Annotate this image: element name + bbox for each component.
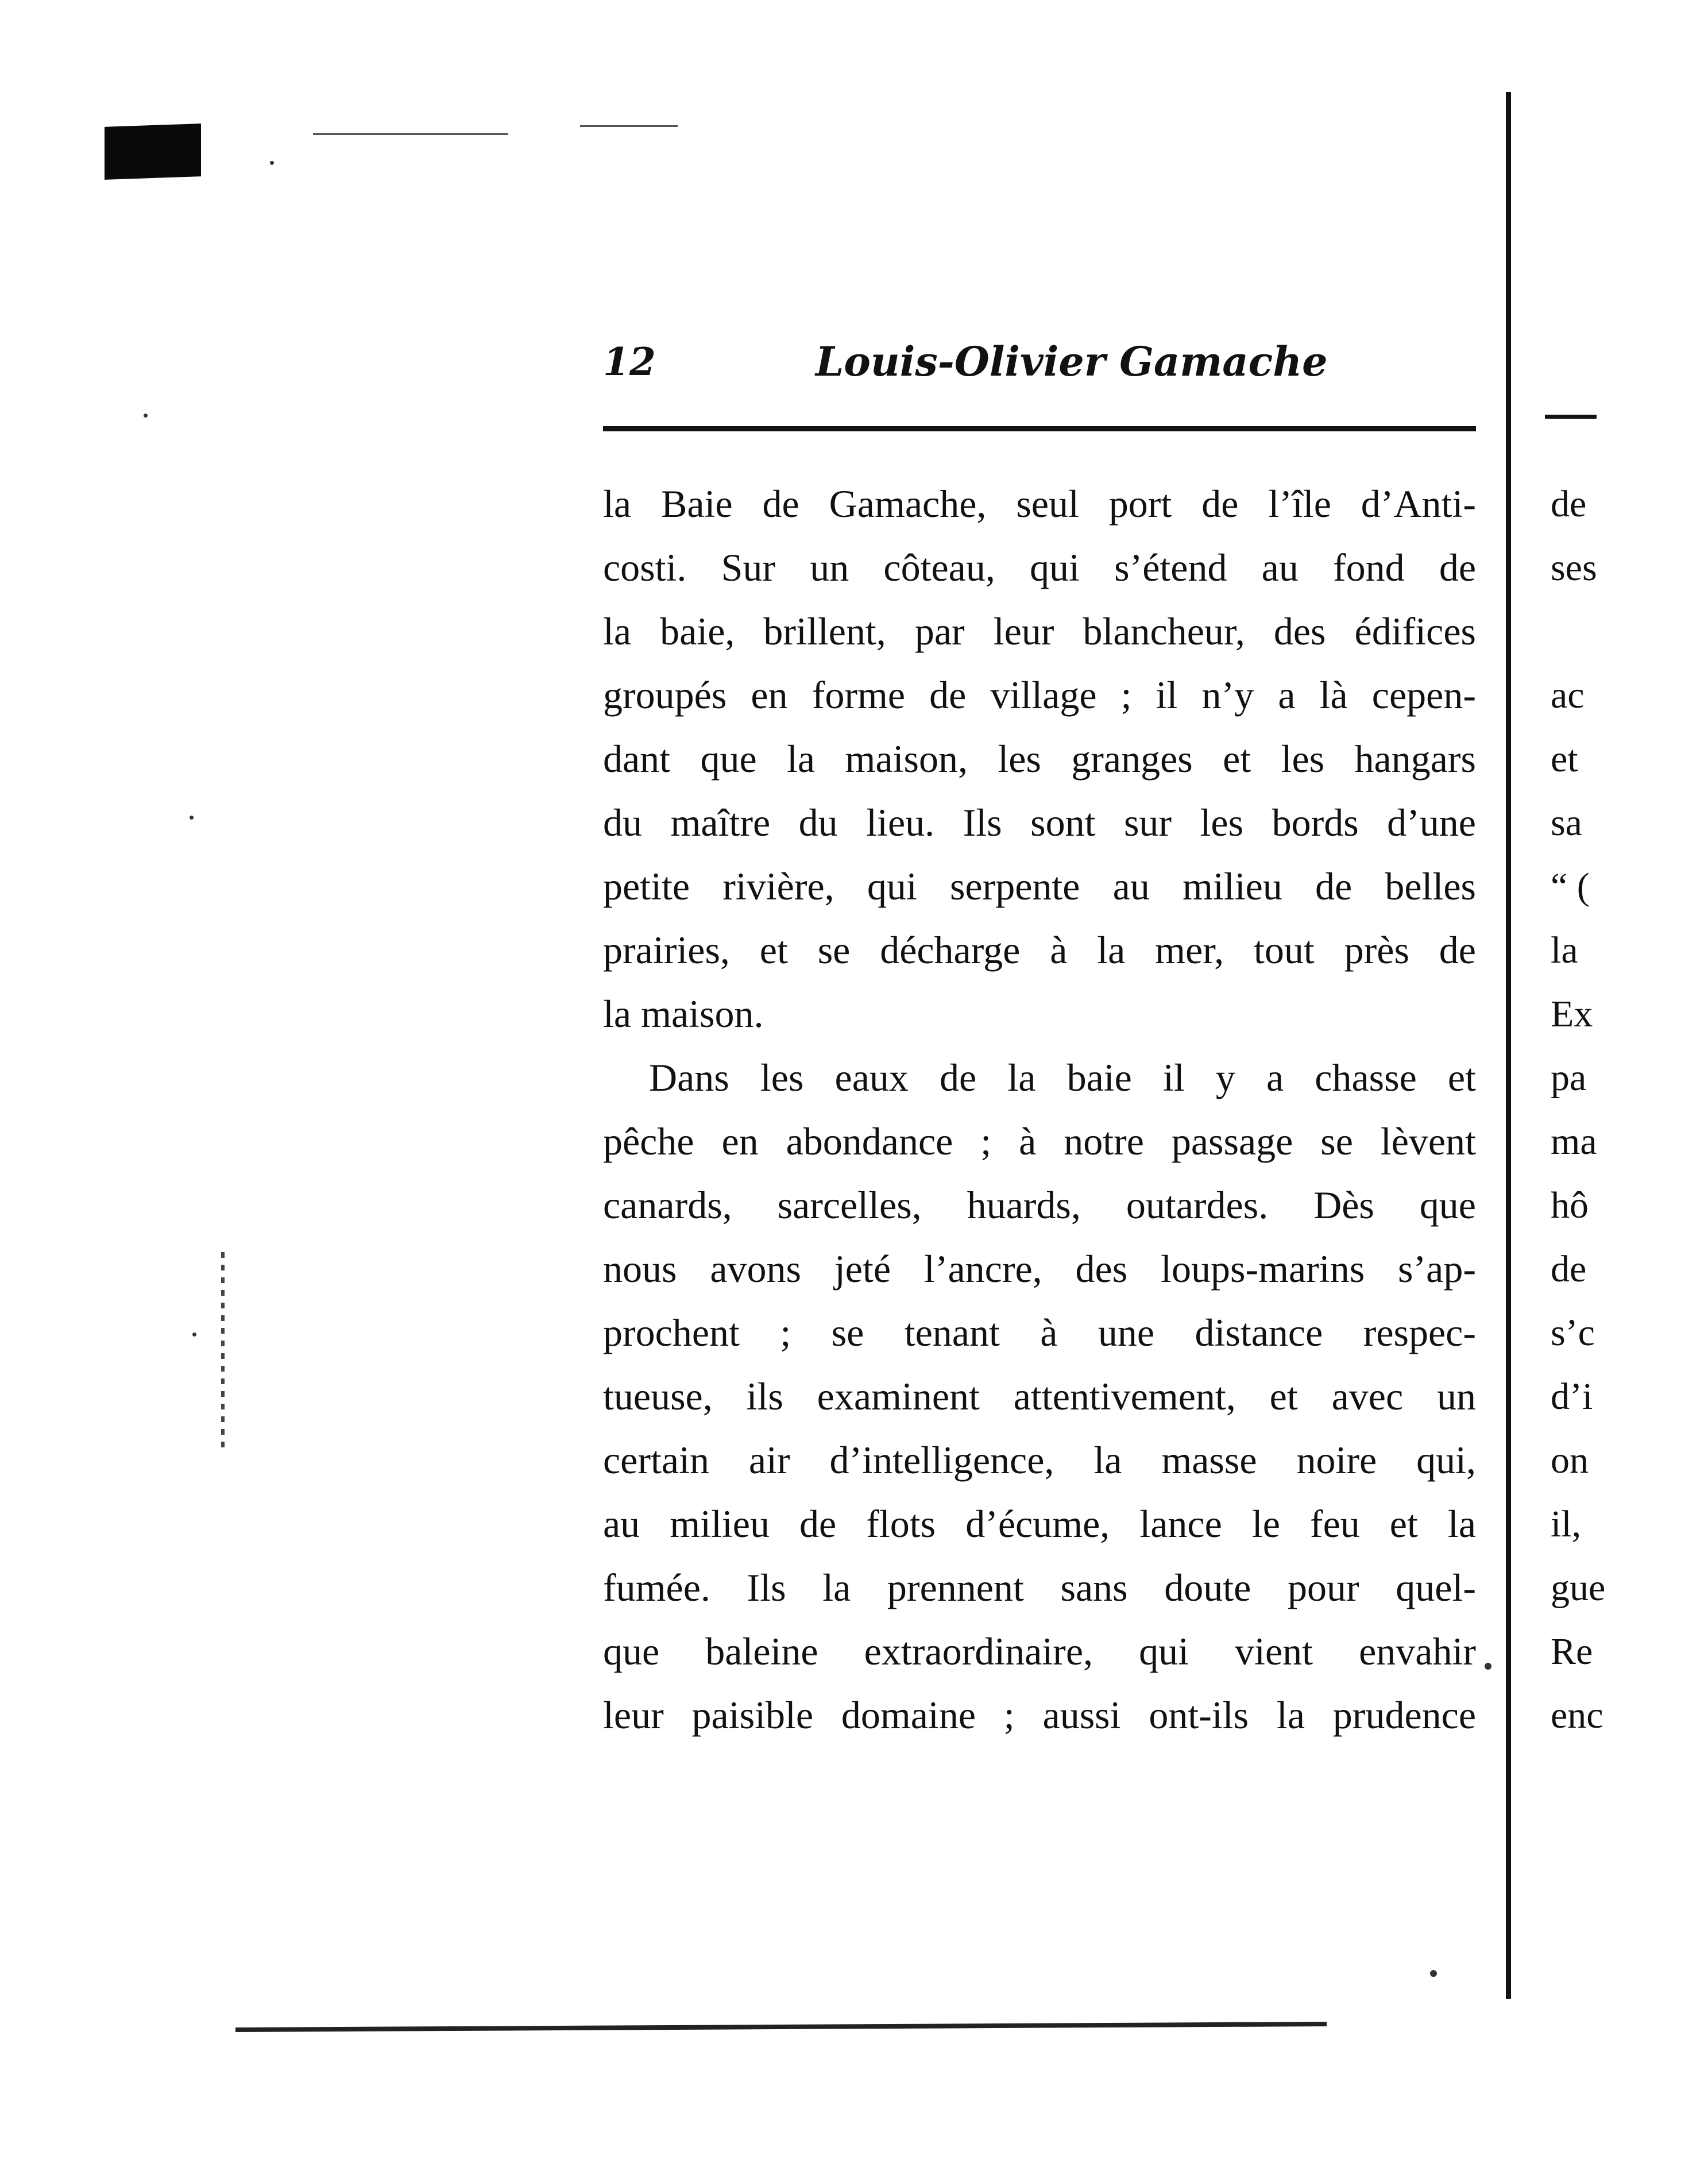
text-line: certain air d’intelligence, la masse noire qui, [603, 1438, 1476, 1482]
scan-artifact-speck [144, 414, 148, 418]
facing-line: pa [1551, 1057, 1587, 1099]
text-line: prochent ; se tenant à une distance respec- [603, 1311, 1476, 1354]
scan-artifact-speck [1485, 1663, 1491, 1670]
facing-line: Re [1551, 1631, 1593, 1673]
scan-artifact-speck [270, 161, 274, 165]
running-title: Louis-Olivier Gamache [816, 338, 1328, 385]
facing-line: on [1551, 1439, 1589, 1481]
text-line: que baleine extraordinaire, qui vient envahir [603, 1629, 1476, 1673]
text-line: la maison. [603, 992, 764, 1036]
text-line: prairies, et se décharge à la mer, tout près de [603, 928, 1476, 972]
text-line: Dans les eaux de la baie il y a chasse et [649, 1056, 1476, 1099]
facing-line: sa [1551, 802, 1582, 844]
text-line: fumée. Ils la prennent sans doute pour quel- [603, 1566, 1476, 1609]
text-line: du maître du lieu. Ils sont sur les bords d’une [603, 801, 1476, 844]
header-rule [603, 426, 1476, 431]
facing-line: et [1551, 738, 1578, 780]
text-line: nous avons jeté l’ancre, des loups-marins s’ap- [603, 1247, 1476, 1291]
text-line: au milieu de flots d’écume, lance le feu et la [603, 1502, 1476, 1546]
scan-artifact-speck [192, 1333, 196, 1337]
facing-line [1551, 600, 1708, 663]
page-number: 12 [603, 339, 656, 384]
text-line: costi. Sur un côteau, qui s’étend au fond de [603, 546, 1476, 589]
facing-page-fragments [1551, 472, 1708, 1747]
facing-page-rule [1545, 415, 1597, 419]
facing-line: d’i [1551, 1376, 1593, 1418]
text-line: tueuse, ils examinent attentivement, et avec un [603, 1374, 1476, 1418]
facing-line: Ex [1551, 993, 1593, 1035]
text-line: dant que la maison, les granges et les hangars [603, 737, 1476, 781]
facing-line: ac [1551, 674, 1585, 716]
text-line: canards, sarcelles, huards, outardes. Dès que [603, 1183, 1476, 1227]
bottom-edge-line [235, 2022, 1327, 2032]
facing-line: ma [1551, 1121, 1597, 1162]
facing-line: la [1551, 929, 1578, 971]
facing-line: de [1551, 1248, 1587, 1290]
running-head [603, 330, 1476, 393]
facing-line: gue [1551, 1567, 1606, 1609]
facing-line: ses [1551, 547, 1597, 589]
facing-line: enc [1551, 1694, 1603, 1736]
text-line: la Baie de Gamache, seul port de l’île d’Anti- [603, 482, 1476, 526]
scan-artifact-speck [190, 816, 194, 820]
scan-artifact-speck [1430, 1970, 1437, 1977]
facing-line: de [1551, 483, 1587, 525]
scan-artifact-black-mark [105, 123, 201, 180]
scan-artifact-edge-marks [221, 1252, 225, 1447]
scan-artifact-dash [313, 133, 508, 135]
facing-line: s’c [1551, 1312, 1595, 1354]
text-line: groupés en forme de village ; il n’y a là cepen- [603, 673, 1476, 717]
page-gutter-line [1506, 92, 1511, 1999]
scan-artifact-dash [580, 125, 678, 127]
facing-line: “ ( [1551, 866, 1590, 907]
text-line: pêche en abondance ; à notre passage se lèvent [603, 1119, 1476, 1163]
facing-line: il, [1551, 1503, 1582, 1545]
body-text [603, 472, 1476, 1747]
text-line: la baie, brillent, par leur blancheur, des édifices [603, 609, 1476, 653]
facing-line: hô [1551, 1184, 1589, 1226]
text-line: leur paisible domaine ; aussi ont-ils la prudence [603, 1693, 1476, 1737]
text-line: petite rivière, qui serpente au milieu de belles [603, 864, 1476, 908]
